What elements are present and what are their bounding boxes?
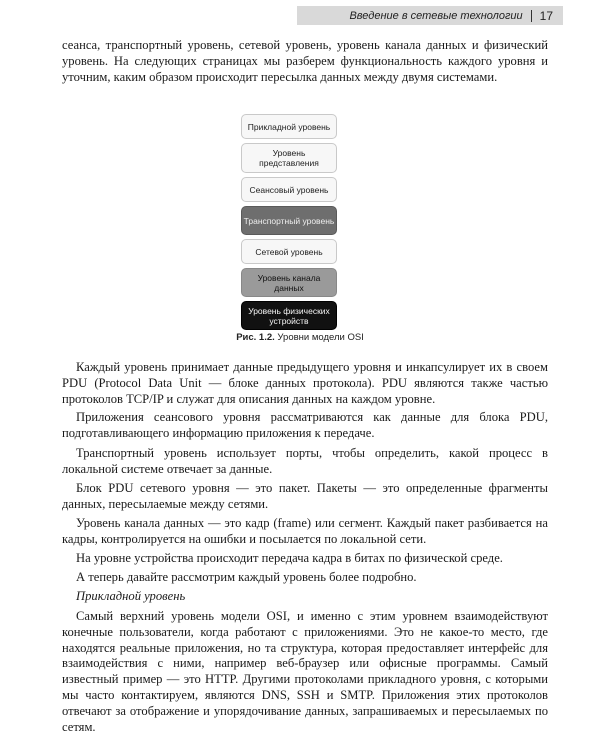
layer-presentation: Уровень представления bbox=[241, 143, 337, 173]
layer-physical: Уровень физических устройств bbox=[241, 301, 337, 330]
layer-application: Прикладной уровень bbox=[241, 114, 337, 139]
paragraph-transport: Транспортный уровень использует порты, чтобы определить, какой процесс в локальной системе отвечает за данные. bbox=[62, 446, 548, 476]
paragraph-transition: А теперь давайте рассмотрим каждый уровень более подробно. bbox=[76, 570, 417, 584]
intro-paragraph: сеанса, транспортный уровень, сетевой уровень, уровень канала данных и физический уровень. На следующих страницах мы разберем функциональность каждого уровня и уточним, каким образом происходит пересылка данных между двумя системами. bbox=[62, 38, 548, 84]
layer-network: Сетевой уровень bbox=[241, 239, 337, 264]
section-heading: Прикладной уровень bbox=[76, 589, 186, 603]
section-body: Самый верхний уровень модели OSI, и именно с этим уровнем взаимодействуют конечные пользователи, когда работают с приложениями. Это не какое-то место, где находятся реальные приложения, но та структура, которая предоставляет интерфейс для взаимодействия с ними, например веб-браузер или офисные программы. Самый известный пример — это HTTP. Другими протоколами прикладного уровня, с которыми мы часто контактируем, являются DNS, SSH и SMTP. Приложения этих протоколов отвечают за отображение и упорядочивание данных, запрашиваемых и пересылаемых по сетям. bbox=[62, 609, 548, 734]
paragraph-physical: На уровне устройства происходит передача кадра в битах по физической среде. bbox=[76, 551, 503, 565]
paragraph-data-link: Уровень канала данных — это кадр (frame) или сегмент. Каждый пакет разбивается на кадры, контролируется на ошибки и посылается по локальной сети. bbox=[62, 516, 548, 546]
osi-layers-diagram bbox=[241, 114, 339, 334]
running-header bbox=[297, 6, 563, 25]
layer-data-link: Уровень канала данных bbox=[241, 268, 337, 297]
figure-caption-label: Рис. 1.2. bbox=[236, 332, 275, 343]
page-number: 17 bbox=[539, 8, 553, 23]
header-title: Введение в сетевые технологии bbox=[349, 9, 523, 22]
figure-caption bbox=[0, 332, 600, 343]
layer-session: Сеансовый уровень bbox=[241, 177, 337, 202]
paragraph-session: Приложения сеансового уровня рассматриваются как данные для блока PDU, подготавливающего информацию приложения к передаче. bbox=[62, 410, 548, 440]
figure-caption-text: Уровни модели OSI bbox=[277, 332, 364, 343]
layer-transport: Транспортный уровень bbox=[241, 206, 337, 235]
paragraph-pdu: Каждый уровень принимает данные предыдущего уровня и инкапсулирует их в своем PDU (Protocol Data Unit — блоке данных протокола). PDU являются также частью протоколов TCP/IP и служат для описания данных на каждом уровне. bbox=[62, 360, 548, 406]
paragraph-network: Блок PDU сетевого уровня — это пакет. Пакеты — это определенные фрагменты данных, пересылаемые между сетями. bbox=[62, 481, 548, 511]
header-divider bbox=[531, 10, 532, 22]
